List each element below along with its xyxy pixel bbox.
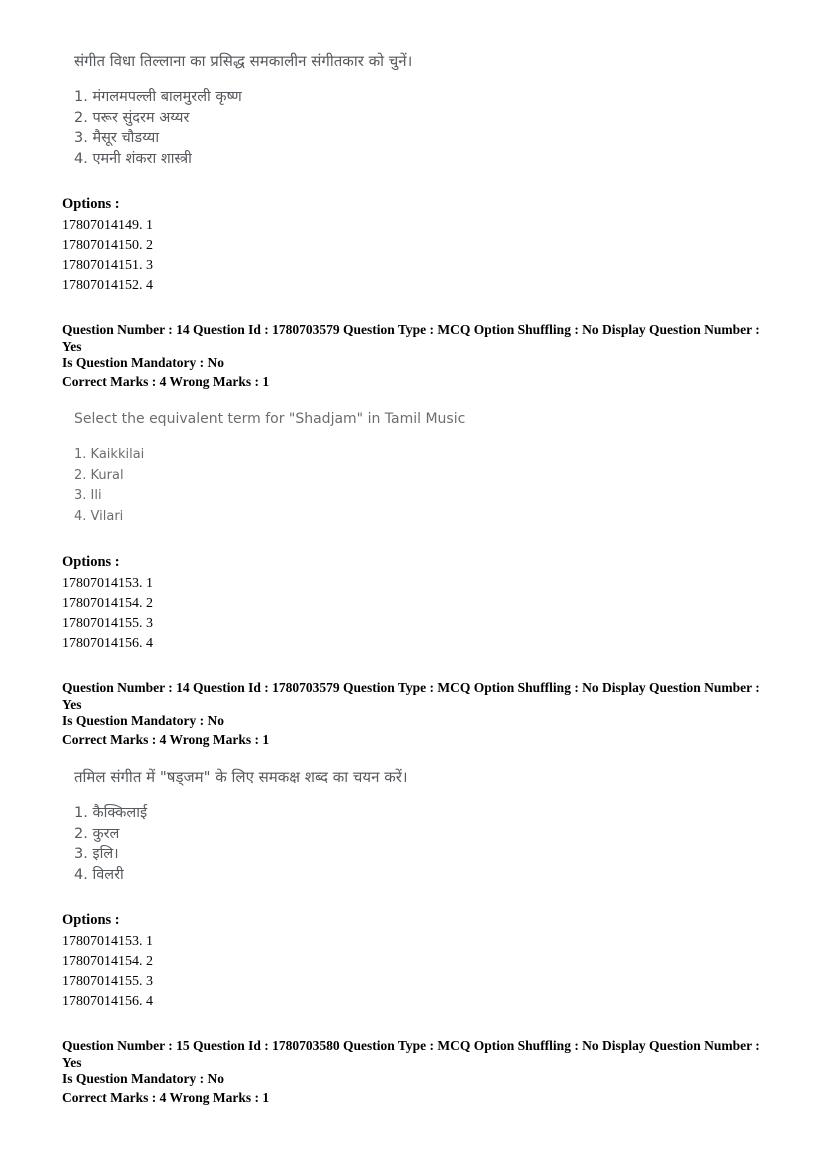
option-id-row: 17807014154. 2 — [62, 596, 153, 611]
question-14-english-option-3: 3. Ili — [74, 488, 102, 503]
meta-marks-line: Correct Marks : 4 Wrong Marks : 1 — [62, 1089, 270, 1105]
option-id-row: 17807014152. 4 — [62, 278, 153, 293]
option-id-row: 17807014154. 2 — [62, 954, 153, 969]
question-13-hindi-option-3: 3. मैसूर चौडय्या — [74, 130, 160, 146]
option-id-row: 17807014156. 4 — [62, 636, 153, 651]
question-14-english-option-1: 1. Kaikkilai — [74, 447, 145, 462]
option-id-row: 17807014151. 3 — [62, 258, 153, 273]
question-14-metadata-first — [62, 322, 776, 390]
meta-line-1: Question Number : 14 Question Id : 1780703579 Question Type : MCQ Option Shuffling : No Display Question Number : Yes — [62, 680, 760, 712]
options-label: Options : — [62, 554, 120, 570]
meta-line-2: Is Question Mandatory : No — [62, 713, 225, 728]
question-15-metadata — [62, 1038, 776, 1106]
options-id-block-1 — [62, 195, 776, 296]
meta-marks-line: Correct Marks : 4 Wrong Marks : 1 — [62, 373, 270, 389]
question-13-hindi-text: संगीत विधा तिल्लाना का प्रसिद्ध समकालीन संगीतकार को चुनें। — [74, 52, 413, 70]
question-14-hindi-option-4: 4. विलरी — [74, 866, 124, 883]
question-13-hindi-option-4: 4. एमनी शंकरा शास्त्री — [74, 150, 192, 167]
option-id-row: 17807014155. 3 — [62, 974, 153, 989]
question-14-hindi-option-3: 3. इलि। — [74, 846, 119, 862]
question-13-hindi-option-1: 1. मंगलमपल्ली बालमुरली कृष्ण — [74, 89, 242, 105]
question-14-english-option-4: 4. Vilari — [74, 508, 124, 524]
question-13-hindi-option-2: 2. परूर सुंदरम अय्यर — [74, 109, 190, 126]
options-id-block-2 — [62, 553, 776, 654]
meta-line-2: Is Question Mandatory : No — [62, 355, 225, 370]
question-14-hindi-text: तमिल संगीत में "षड्जम" के लिए समकक्ष शब्द का चयन करें। — [74, 768, 408, 786]
option-id-row: 17807014150. 2 — [62, 238, 153, 253]
options-id-block-3 — [62, 911, 776, 1012]
meta-line-1: Question Number : 15 Question Id : 1780703580 Question Type : MCQ Option Shuffling : No Display Question Number : Yes — [62, 1038, 760, 1070]
question-14-english-option-2: 2. Kural — [74, 467, 124, 483]
question-14-hindi-option-2: 2. कुरल — [74, 825, 120, 842]
option-id-row: 17807014153. 1 — [62, 934, 153, 949]
option-id-row: 17807014156. 4 — [62, 994, 153, 1009]
option-id-row: 17807014155. 3 — [62, 616, 153, 631]
question-14-english-text: Select the equivalent term for "Shadjam" in Tamil Music — [74, 411, 466, 427]
option-id-row: 17807014149. 1 — [62, 218, 153, 233]
options-label: Options : — [62, 196, 120, 212]
options-label: Options : — [62, 912, 120, 928]
question-13-hindi-block — [62, 52, 776, 169]
question-14-metadata-second — [62, 680, 776, 748]
meta-line-1: Question Number : 14 Question Id : 1780703579 Question Type : MCQ Option Shuffling : No Display Question Number : Yes — [62, 322, 760, 354]
question-14-hindi-option-1: 1. कैक्किलाई — [74, 805, 148, 821]
option-id-row: 17807014153. 1 — [62, 576, 153, 591]
question-14-hindi-block — [62, 768, 776, 885]
meta-line-2: Is Question Mandatory : No — [62, 1071, 225, 1086]
question-14-english-block — [62, 410, 776, 527]
meta-marks-line: Correct Marks : 4 Wrong Marks : 1 — [62, 731, 270, 747]
